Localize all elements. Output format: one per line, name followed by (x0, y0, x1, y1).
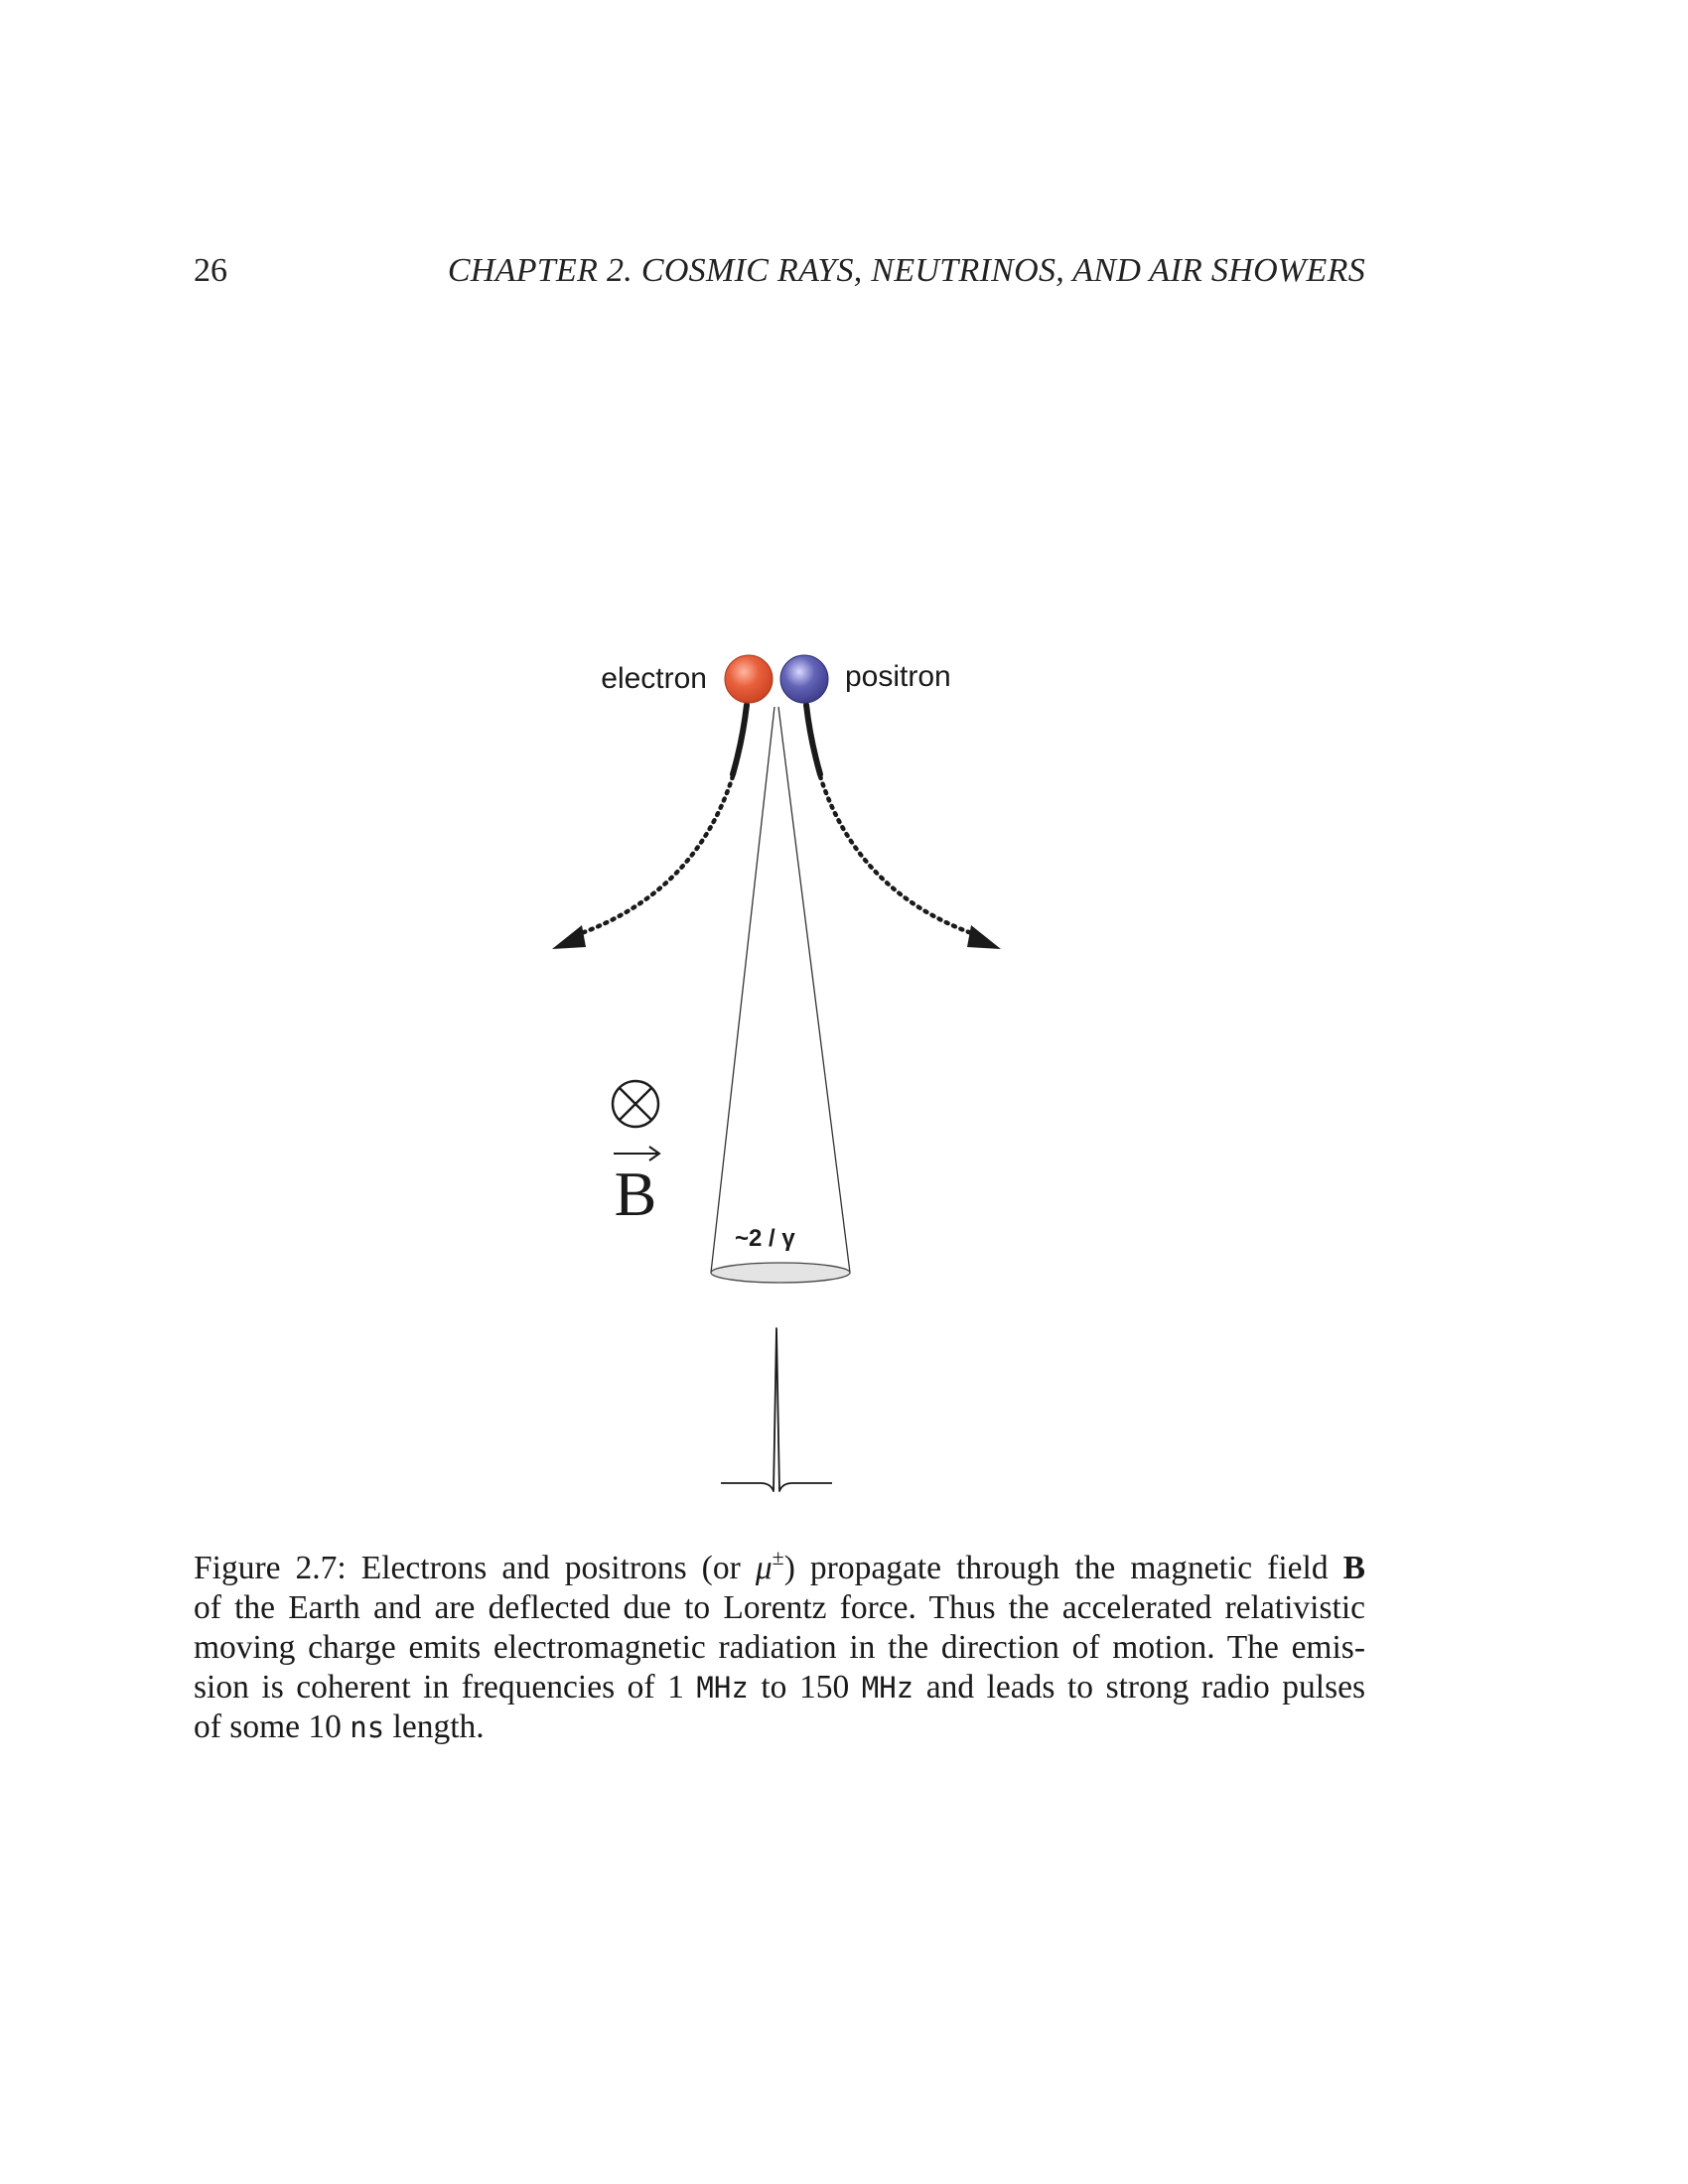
positron-particle (780, 655, 828, 703)
caption-line-2: of the Earth and are deflected due to Lorentz force. Thus the accelerated relativistic (194, 1589, 1365, 1626)
positron-trajectory (806, 705, 1001, 949)
caption-line-5: of some 10 ns length. (194, 1708, 485, 1745)
cone-base (711, 1263, 850, 1283)
electron-trajectory (552, 705, 747, 949)
caption-line-3: moving charge emits electromagnetic radiation in the direction of motion. The emis- (194, 1629, 1365, 1666)
positron-arrowhead (967, 925, 1001, 949)
positron-label: positron (845, 660, 951, 693)
field-label: B (614, 1159, 657, 1229)
cone-angle-label: ~2 / γ (735, 1225, 795, 1252)
emission-cone (711, 707, 850, 1283)
chapter-title: CHAPTER 2. COSMIC RAYS, NEUTRINOS, AND AIR SHOWERS (447, 252, 1365, 289)
mu-symbol: μ (755, 1550, 773, 1586)
radio-pulse (721, 1328, 832, 1491)
magnetic-field-into-page-icon (613, 1081, 658, 1127)
electron-label: electron (601, 662, 707, 695)
pm-superscript: ± (772, 1545, 784, 1570)
electron-particle (725, 655, 773, 703)
field-symbol: B (1342, 1550, 1365, 1586)
caption-line-1: Figure 2.7: Electrons and positrons (or μ±) propagate through the magnetic field B (194, 1545, 1365, 1586)
page-number: 26 (194, 252, 227, 289)
electron-arrowhead (552, 925, 586, 949)
figure-caption (194, 1545, 1366, 1747)
caption-line-4: sion is coherent in frequencies of 1 MHz to 150 MHz and leads to strong radio pulses (194, 1669, 1366, 1706)
